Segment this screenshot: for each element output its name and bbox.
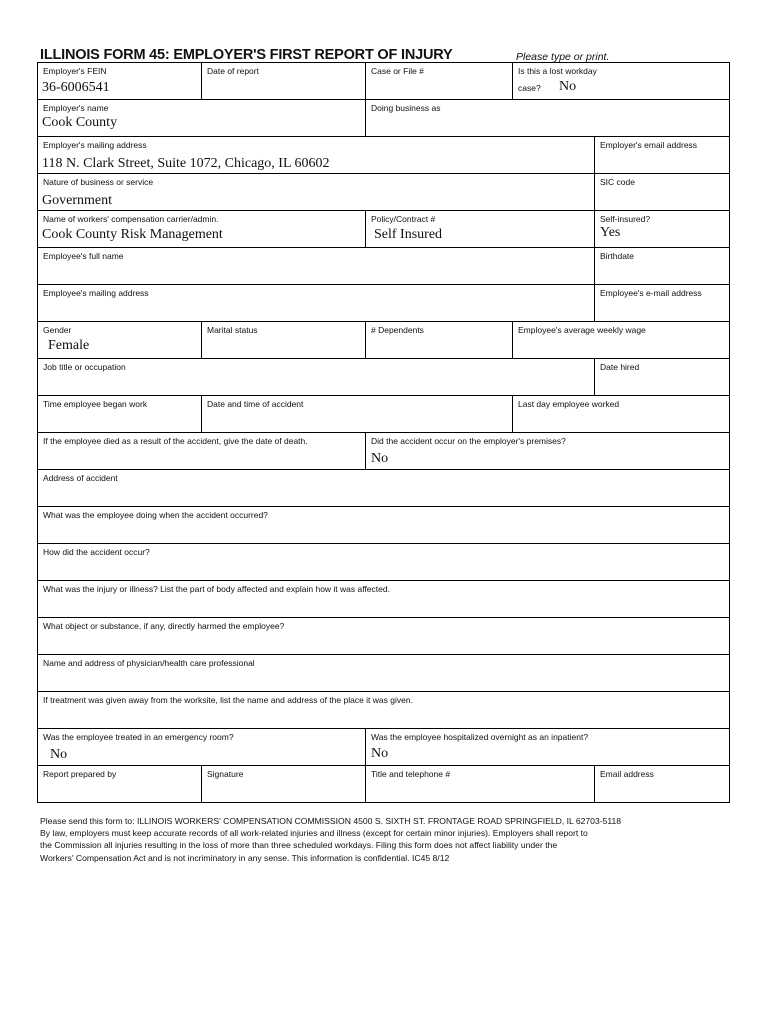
email-address-field[interactable]	[595, 766, 730, 803]
address-of-accident-field[interactable]	[38, 470, 730, 507]
average-weekly-wage-field[interactable]	[513, 322, 730, 359]
doing-business-as-label: Doing business as	[371, 103, 441, 113]
date-hired-field[interactable]	[595, 359, 730, 396]
doing-business-as-field[interactable]	[366, 100, 730, 137]
date-of-death-field[interactable]	[38, 433, 366, 470]
email-address-label: Email address	[600, 769, 654, 779]
object-substance-field[interactable]	[38, 618, 730, 655]
on-premises-field[interactable]	[366, 433, 730, 470]
employee-full-name-label: Employee's full name	[43, 251, 124, 261]
how-occurred-label: How did the accident occur?	[43, 547, 150, 557]
nature-of-business-label: Nature of business or service	[43, 177, 154, 187]
employer-name-value: Cook County	[42, 115, 118, 130]
fein-label: Employer's FEIN	[43, 66, 107, 76]
birthdate-field[interactable]	[595, 248, 730, 285]
carrier-name-value: Cook County Risk Management	[42, 227, 223, 242]
physician-field[interactable]	[38, 655, 730, 692]
case-file-field[interactable]	[366, 63, 513, 100]
self-insured-label: Self-insured?	[600, 214, 651, 224]
fein-field[interactable]	[38, 63, 202, 100]
sic-code-field[interactable]	[595, 174, 730, 211]
date-time-accident-label: Date and time of accident	[207, 399, 304, 409]
job-title-field[interactable]	[38, 359, 595, 396]
title-telephone-label: Title and telephone #	[371, 769, 451, 779]
footer-notice	[40, 815, 700, 864]
date-of-death-label: If the employee died as a result of the accident, give the date of death.	[43, 436, 308, 446]
employer-email-field[interactable]	[595, 137, 730, 174]
emergency-room-value: No	[50, 747, 68, 762]
footer-line-4: Workers' Compensation Act and is not incriminatory in any sense. This information is confidential. IC45 8/12	[40, 852, 450, 863]
emergency-room-label: Was the employee treated in an emergency room?	[43, 732, 234, 742]
carrier-name-label: Name of workers' compensation carrier/admin.	[43, 214, 219, 224]
policy-contract-label: Policy/Contract #	[371, 214, 436, 224]
sic-code-label: SIC code	[600, 177, 635, 187]
gender-field[interactable]	[38, 322, 202, 359]
prepared-by-field[interactable]	[38, 766, 202, 803]
time-began-work-field[interactable]	[38, 396, 202, 433]
injury-illness-label: What was the injury or illness? List the part of body affected and explain how it was affected.	[43, 584, 390, 594]
marital-status-field[interactable]	[202, 322, 366, 359]
lost-workday-value: No	[559, 79, 577, 94]
gender-value: Female	[48, 338, 90, 353]
fein-value: 36-6006541	[42, 80, 110, 95]
treatment-away-label: If treatment was given away from the worksite, list the name and address of the place it was given.	[43, 695, 413, 705]
prepared-by-label: Report prepared by	[43, 769, 117, 779]
carrier-name-field[interactable]	[38, 211, 366, 248]
object-substance-label: What object or substance, if any, directly harmed the employee?	[43, 621, 285, 631]
policy-contract-field[interactable]	[366, 211, 595, 248]
employee-email-label: Employee's e-mail address	[600, 288, 702, 298]
gender-label: Gender	[43, 325, 72, 335]
date-time-accident-field[interactable]	[202, 396, 513, 433]
hospitalized-field[interactable]	[366, 729, 730, 766]
employer-mailing-address-label: Employer's mailing address	[43, 140, 147, 150]
employer-email-label: Employer's email address	[600, 140, 698, 150]
footer-line-2: By law, employers must keep accurate records of all work-related injuries and illness (except for certain minor injuries). Employers shall report to	[40, 828, 588, 839]
hospitalized-value: No	[371, 746, 389, 761]
dependents-label: # Dependents	[371, 325, 424, 335]
marital-status-label: Marital status	[207, 325, 258, 335]
employer-mailing-address-field[interactable]	[38, 137, 595, 174]
lost-workday-label-line2: case?	[518, 83, 541, 93]
time-began-work-label: Time employee began work	[43, 399, 148, 409]
how-occurred-field[interactable]	[38, 544, 730, 581]
employee-doing-label: What was the employee doing when the accident occurred?	[43, 510, 268, 520]
on-premises-value: No	[371, 451, 389, 466]
address-of-accident-label: Address of accident	[43, 473, 118, 483]
employee-email-field[interactable]	[595, 285, 730, 322]
date-hired-label: Date hired	[600, 362, 640, 372]
on-premises-label: Did the accident occur on the employer's premises?	[371, 436, 566, 446]
dependents-field[interactable]	[366, 322, 513, 359]
type-or-print-instruction: Please type or print.	[516, 51, 610, 63]
treatment-away-field[interactable]	[38, 692, 730, 729]
average-weekly-wage-label: Employee's average weekly wage	[518, 325, 646, 335]
employee-doing-field[interactable]	[38, 507, 730, 544]
policy-contract-value: Self Insured	[374, 227, 443, 242]
self-insured-field[interactable]	[595, 211, 730, 248]
date-of-report-label: Date of report	[207, 66, 259, 76]
date-of-report-field[interactable]	[202, 63, 366, 100]
employer-mailing-address-value: 118 N. Clark Street, Suite 1072, Chicago, IL 60602	[42, 156, 330, 171]
title-telephone-field[interactable]	[366, 766, 595, 803]
birthdate-label: Birthdate	[600, 251, 635, 261]
injury-illness-field[interactable]	[38, 581, 730, 618]
nature-of-business-value: Government	[42, 193, 112, 208]
self-insured-value: Yes	[600, 225, 621, 240]
employer-name-field[interactable]	[38, 100, 366, 137]
hospitalized-label: Was the employee hospitalized overnight as an inpatient?	[371, 732, 589, 742]
job-title-label: Job title or occupation	[43, 362, 126, 372]
employee-full-name-field[interactable]	[38, 248, 595, 285]
last-day-worked-field[interactable]	[513, 396, 730, 433]
nature-of-business-field[interactable]	[38, 174, 595, 211]
footer-line-3: the Commission all injuries resulting in the loss of more than three scheduled workdays. Filing this form does not affect liability under the	[40, 840, 558, 851]
injury-report-form	[37, 62, 730, 803]
employer-name-label: Employer's name	[43, 103, 109, 113]
lost-workday-field[interactable]	[513, 63, 730, 100]
signature-label: Signature	[207, 769, 244, 779]
employee-mailing-address-label: Employee's mailing address	[43, 288, 149, 298]
last-day-worked-label: Last day employee worked	[518, 399, 620, 409]
lost-workday-label-line1: Is this a lost workday	[518, 66, 597, 76]
form-title: ILLINOIS FORM 45: EMPLOYER'S FIRST REPORT OF INJURY	[40, 47, 453, 63]
emergency-room-field[interactable]	[38, 729, 366, 766]
case-file-label: Case or File #	[371, 66, 424, 76]
footer-line-1: Please send this form to: ILLINOIS WORKERS' COMPENSATION COMMISSION 4500 S. SIXTH ST. FRONTAGE ROAD SPRINGFIELD, IL 62703-5118	[40, 816, 622, 826]
employee-mailing-address-field[interactable]	[38, 285, 595, 322]
signature-field[interactable]	[202, 766, 366, 803]
physician-label: Name and address of physician/health care professional	[43, 658, 255, 668]
